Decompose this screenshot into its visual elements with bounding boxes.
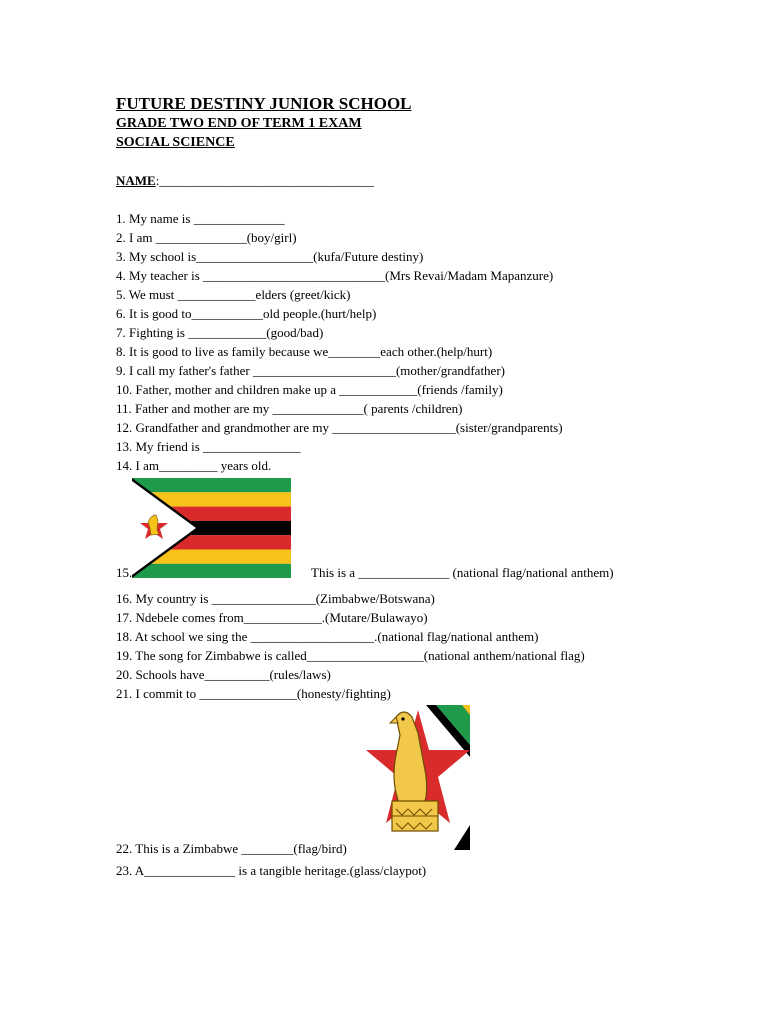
question-12: 12. Grandfather and grandmother are my ___________________(sister/grandparents) (116, 420, 563, 435)
question-18: 18. At school we sing the ___________________.(national flag/national anthem) (116, 629, 539, 644)
question-6: 6. It is good to___________old people.(hurt/help) (116, 306, 377, 321)
exam-title: GRADE TWO END OF TERM 1 EXAM (116, 116, 362, 131)
question-11: 11. Father and mother are my ______________( parents /children) (116, 401, 463, 416)
question-21: 21. I commit to _______________(honesty/fighting) (116, 686, 391, 701)
school-name: FUTURE DESTINY JUNIOR SCHOOL (116, 94, 412, 113)
question-5: 5. We must ____________elders (greet/kick) (116, 287, 351, 302)
question-1: 1. My name is ______________ (116, 211, 285, 226)
question-17: 17. Ndebele comes from____________.(Mutare/Bulawayo) (116, 610, 428, 625)
name-label: NAME (116, 173, 156, 188)
question-15 (116, 478, 716, 582)
question-15-number: 15. (116, 565, 133, 580)
question-23: 23. A______________ is a tangible heritage.(glass/claypot) (116, 863, 427, 878)
name-field (116, 171, 716, 190)
zimbabwe-bird-emblem-icon (366, 705, 470, 850)
question-9: 9. I call my father's father ______________________(mother/grandfather) (116, 363, 505, 378)
question-8: 8. It is good to live as family because we________each other.(help/hurt) (116, 344, 493, 359)
question-4: 4. My teacher is ____________________________(Mrs Revai/Madam Mapanzure) (116, 268, 554, 283)
worksheet (116, 94, 716, 880)
question-15-text: This is a ______________ (national flag/national anthem) (311, 565, 614, 580)
question-7: 7. Fighting is ____________(good/bad) (116, 325, 324, 340)
question-3: 3. My school is__________________(kufa/Future destiny) (116, 249, 424, 264)
question-20: 20. Schools have__________(rules/laws) (116, 667, 331, 682)
question-19: 19. The song for Zimbabwe is called__________________(national anthem/national flag) (116, 648, 585, 663)
subject-title: SOCIAL SCIENCE (116, 135, 235, 150)
question-22-text: 22. This is a Zimbabwe ________(flag/bird) (116, 841, 347, 856)
question-22 (116, 705, 716, 858)
question-14: 14. I am_________ years old. (116, 458, 272, 473)
name-blank: :_________________________________ (155, 173, 374, 188)
question-13: 13. My friend is _______________ (116, 439, 301, 454)
question-10: 10. Father, mother and children make up a ____________(friends /family) (116, 382, 503, 397)
zimbabwe-flag-icon (132, 478, 291, 578)
question-16: 16. My country is ________________(Zimbabwe/Botswana) (116, 591, 435, 606)
question-2: 2. I am ______________(boy/girl) (116, 230, 297, 245)
